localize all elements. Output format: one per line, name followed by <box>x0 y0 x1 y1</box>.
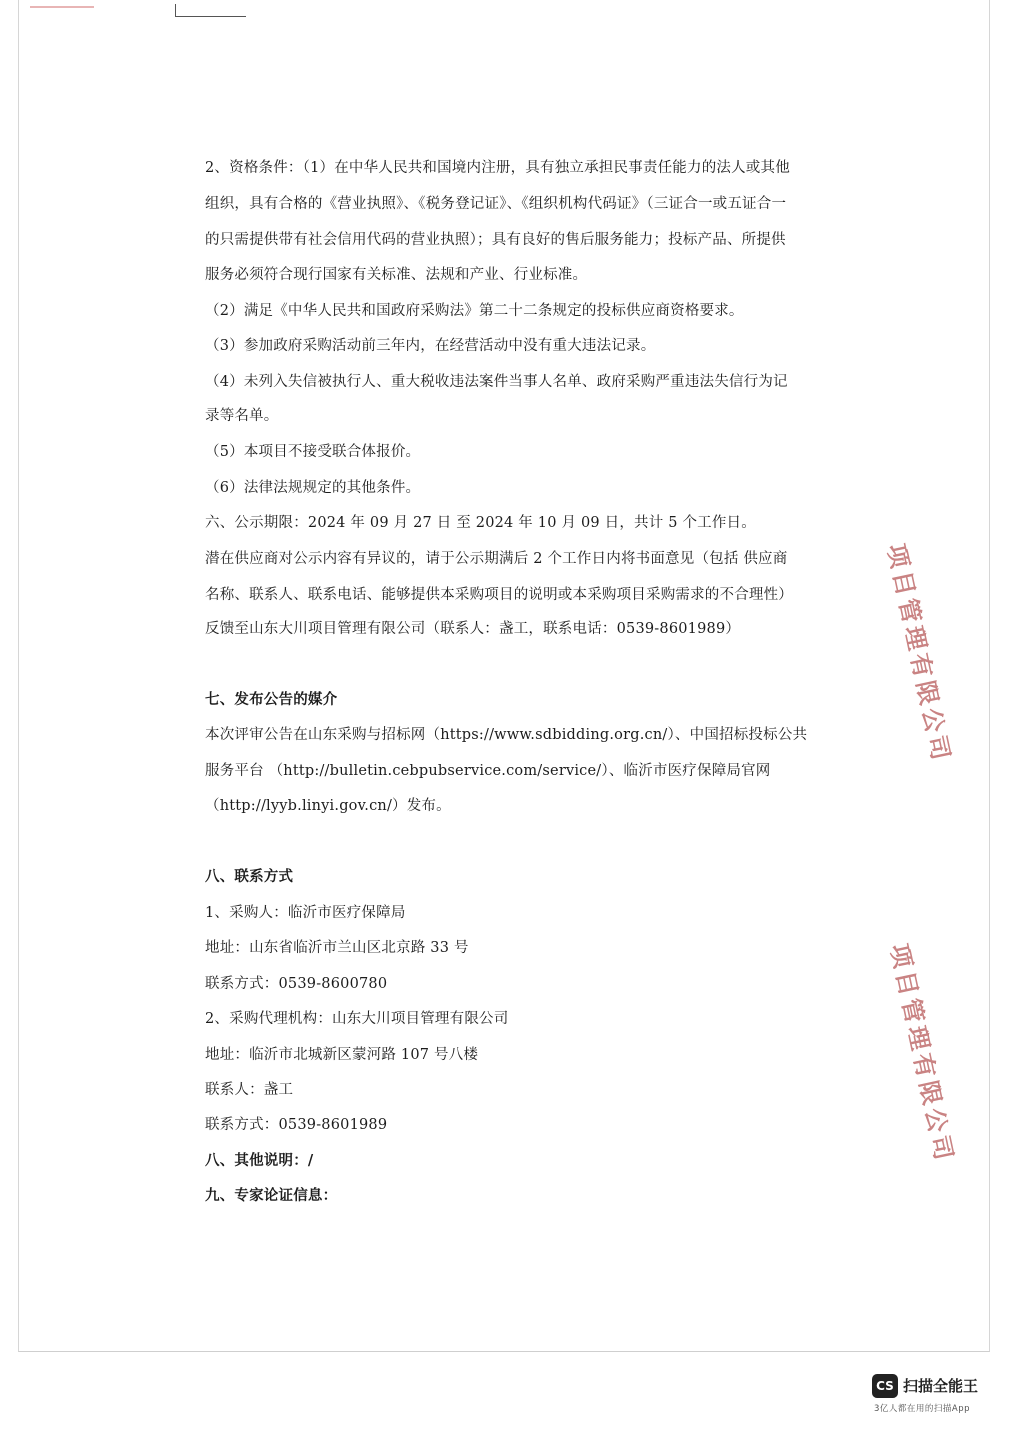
section-contact-heading: 八、联系方式 <box>205 868 294 885</box>
seal-stamp: 项目管理有限公司 <box>881 541 956 767</box>
expert-info: 九、专家论证信息： <box>205 1187 338 1204</box>
publicity-period: 六、公示期限：2024 年 09 月 27 日 至 2024 年 10 月 09 日，共计 5 个工作日。 <box>205 515 756 531</box>
agency-phone: 联系方式：0539-8601989 <box>205 1117 388 1133</box>
agency-address: 地址：临沂市北城新区蒙河路 107 号八楼 <box>205 1047 479 1063</box>
seal-stamp: 项目管理有限公司 <box>884 941 959 1167</box>
scan-edge-mark <box>30 6 94 8</box>
objection-line-1: 潜在供应商对公示内容有异议的，请于公示期满后 2 个工作日内将书面意见（包括 供应商 <box>205 551 788 567</box>
watermark-tagline: 3亿人都在用的扫描App <box>874 1404 971 1414</box>
purchaser-phone: 联系方式：0539-8600780 <box>205 976 388 992</box>
qualification-3: （3）参加政府采购活动前三年内，在经营活动中没有重大违法记录。 <box>205 338 656 354</box>
qualification-1-line-1: 2、资格条件：（1）在中华人民共和国境内注册，具有独立承担民事责任能力的法人或其他 <box>205 160 790 176</box>
qualification-1-line-2: 组织，具有合格的《营业执照》、《税务登记证》、《组织机构代码证》（三证合一或五证合一 <box>205 196 787 212</box>
section-media-heading: 七、发布公告的媒介 <box>205 691 338 708</box>
media-line-2: 服务平台 （http://bulletin.cebpubservice.com/service/）、临沂市医疗保障局官网 <box>205 763 771 779</box>
objection-line-3: 反馈至山东大川项目管理有限公司（联系人：盏工，联系电话：0539-8601989） <box>205 621 741 637</box>
media-line-3: （http://lyyb.linyi.gov.cn/）发布。 <box>205 798 451 814</box>
objection-line-2: 名称、联系人、联系电话、能够提供本采购项目的说明或本采购项目采购需求的不合理性） <box>205 587 793 603</box>
purchaser-address: 地址：山东省临沂市兰山区北京路 33 号 <box>205 940 469 956</box>
qualification-4-line-2: 录等名单。 <box>205 408 279 424</box>
watermark-name: 扫描全能王 <box>903 1377 979 1395</box>
media-line-1: 本次评审公告在山东采购与招标网（https://www.sdbidding.org.cn/）、中国招标投标公共 <box>205 727 808 743</box>
other-notes: 八、其他说明：/ <box>205 1152 314 1169</box>
agency: 2、采购代理机构：山东大川项目管理有限公司 <box>205 1011 509 1027</box>
agency-contact: 联系人：盏工 <box>205 1082 294 1098</box>
qualification-4-line-1: （4）未列入失信被执行人、重大税收违法案件当事人名单、政府采购严重违法失信行为记 <box>205 374 788 390</box>
scan-corner-mark <box>175 4 246 17</box>
qualification-6: （6）法律法规规定的其他条件。 <box>205 480 421 496</box>
qualification-2: （2）满足《中华人民共和国政府采购法》第二十二条规定的投标供应商资格要求。 <box>205 303 744 319</box>
camscanner-logo-icon: CS <box>872 1374 898 1398</box>
qualification-1-line-3: 的只需提供带有社会信用代码的营业执照）；具有良好的售后服务能力；投标产品、所提供 <box>205 232 786 248</box>
camscanner-watermark <box>872 1372 997 1416</box>
qualification-5: （5）本项目不接受联合体报价。 <box>205 444 421 460</box>
qualification-1-line-4: 服务必须符合现行国家有关标准、法规和产业、行业标准。 <box>205 267 588 283</box>
purchaser: 1、采购人：临沂市医疗保障局 <box>205 905 406 921</box>
